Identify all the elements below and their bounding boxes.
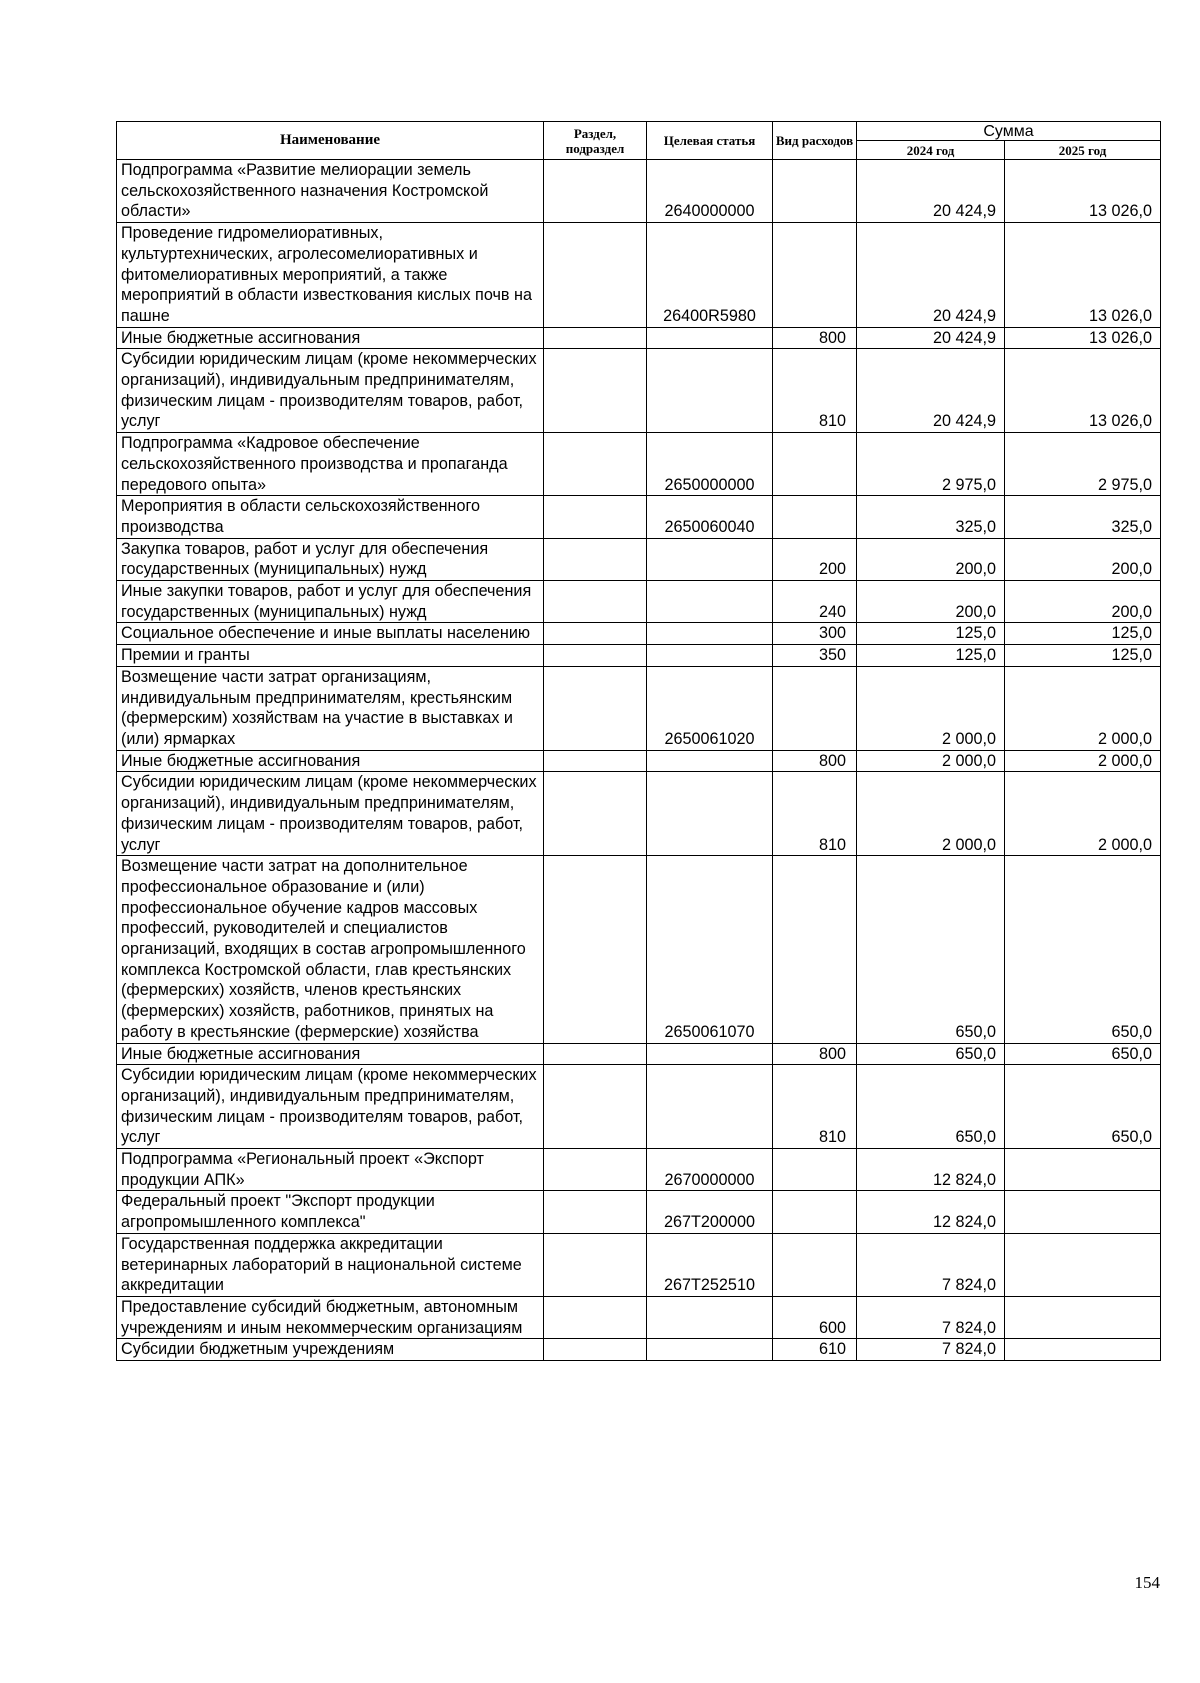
row-sum-2024: 7 824,0 <box>857 1233 1005 1296</box>
table-row <box>117 750 1161 772</box>
row-target <box>647 327 773 349</box>
row-sum-2025: 200,0 <box>1005 581 1161 623</box>
row-section <box>544 1191 647 1233</box>
row-name: Возмещение части затрат на дополнительное профессиональное образование и (или) профессиональное обучение кадров массовых профессий, руководителей и специалистов организаций, входящих в состав агропромышленного комплекса Костромской области, глав крестьянских (фермерских) хозяйств, членов крестьянских (фермерских) хозяйств, работников, принятых на работу в крестьянские (фермерские) хозяйства <box>117 856 544 1043</box>
header-year-2024: 2024 год <box>857 141 1005 160</box>
row-name: Субсидии бюджетным учреждениям <box>117 1339 544 1361</box>
row-section <box>544 581 647 623</box>
row-kind: 810 <box>773 1065 857 1149</box>
row-name: Иные бюджетные ассигнования <box>117 1043 544 1065</box>
row-section <box>544 160 647 223</box>
row-sum-2024: 7 824,0 <box>857 1296 1005 1338</box>
row-sum-2024: 2 975,0 <box>857 433 1005 496</box>
row-section <box>544 1065 647 1149</box>
row-kind <box>773 856 857 1043</box>
budget-table <box>116 121 1161 1361</box>
table-row <box>117 496 1161 538</box>
table-row <box>117 645 1161 667</box>
row-target <box>647 645 773 667</box>
row-section <box>544 645 647 667</box>
row-kind: 800 <box>773 750 857 772</box>
table-row <box>117 1043 1161 1065</box>
row-target <box>647 1339 773 1361</box>
table-row <box>117 1149 1161 1191</box>
row-name: Возмещение части затрат организациям, индивидуальным предпринимателям, крестьянским (фермерским) хозяйствам на участие в выставках и (или) ярмарках <box>117 666 544 750</box>
row-sum-2025: 650,0 <box>1005 856 1161 1043</box>
table-row <box>117 581 1161 623</box>
row-target: 267T252510 <box>647 1233 773 1296</box>
row-sum-2024: 650,0 <box>857 1065 1005 1149</box>
row-name: Закупка товаров, работ и услуг для обеспечения государственных (муниципальных) нужд <box>117 538 544 580</box>
page-number: 154 <box>1134 1573 1160 1592</box>
row-kind <box>773 496 857 538</box>
row-section <box>544 1149 647 1191</box>
row-section <box>544 496 647 538</box>
row-name: Предоставление субсидий бюджетным, автономным учреждениям и иным некоммерческим организациям <box>117 1296 544 1338</box>
row-name: Премии и гранты <box>117 645 544 667</box>
row-section <box>544 856 647 1043</box>
row-name: Субсидии юридическим лицам (кроме некоммерческих организаций), индивидуальным предпринимателям, физическим лицам - производителям товаров, работ, услуг <box>117 1065 544 1149</box>
row-kind: 800 <box>773 1043 857 1065</box>
table-row <box>117 1065 1161 1149</box>
row-target: 26400R5980 <box>647 223 773 328</box>
row-target <box>647 623 773 645</box>
row-target <box>647 750 773 772</box>
row-name: Иные бюджетные ассигнования <box>117 327 544 349</box>
row-kind: 810 <box>773 349 857 433</box>
header-section: Раздел, подраздел <box>544 122 647 160</box>
table-row <box>117 856 1161 1043</box>
row-name: Субсидии юридическим лицам (кроме некоммерческих организаций), индивидуальным предпринимателям, физическим лицам - производителям товаров, работ, услуг <box>117 772 544 856</box>
row-name: Федеральный проект "Экспорт продукции агропромышленного комплекса" <box>117 1191 544 1233</box>
row-sum-2025: 125,0 <box>1005 623 1161 645</box>
row-kind <box>773 433 857 496</box>
row-target <box>647 538 773 580</box>
row-kind <box>773 223 857 328</box>
row-kind: 350 <box>773 645 857 667</box>
table-row <box>117 327 1161 349</box>
row-sum-2025 <box>1005 1339 1161 1361</box>
row-sum-2024: 325,0 <box>857 496 1005 538</box>
row-section <box>544 349 647 433</box>
row-kind <box>773 1233 857 1296</box>
row-kind: 600 <box>773 1296 857 1338</box>
row-sum-2024: 12 824,0 <box>857 1191 1005 1233</box>
table-row <box>117 666 1161 750</box>
row-sum-2025: 325,0 <box>1005 496 1161 538</box>
row-sum-2024: 7 824,0 <box>857 1339 1005 1361</box>
row-section <box>544 623 647 645</box>
row-section <box>544 1233 647 1296</box>
row-target <box>647 349 773 433</box>
table-row <box>117 433 1161 496</box>
table-row <box>117 1191 1161 1233</box>
row-sum-2025: 13 026,0 <box>1005 223 1161 328</box>
row-section <box>544 1339 647 1361</box>
row-kind: 240 <box>773 581 857 623</box>
row-section <box>544 538 647 580</box>
table-row <box>117 538 1161 580</box>
row-sum-2025 <box>1005 1191 1161 1233</box>
row-sum-2025: 2 975,0 <box>1005 433 1161 496</box>
row-kind <box>773 666 857 750</box>
row-target <box>647 1296 773 1338</box>
row-section <box>544 433 647 496</box>
row-kind: 200 <box>773 538 857 580</box>
header-sum: Сумма <box>857 122 1161 141</box>
row-target: 2670000000 <box>647 1149 773 1191</box>
header-year-2025: 2025 год <box>1005 141 1161 160</box>
row-name: Иные закупки товаров, работ и услуг для обеспечения государственных (муниципальных) нужд <box>117 581 544 623</box>
row-sum-2025 <box>1005 1233 1161 1296</box>
row-name: Подпрограмма «Развитие мелиорации земель сельскохозяйственного назначения Костромской области» <box>117 160 544 223</box>
row-target: 2650061070 <box>647 856 773 1043</box>
row-sum-2025: 2 000,0 <box>1005 772 1161 856</box>
table-row <box>117 1339 1161 1361</box>
row-sum-2024: 20 424,9 <box>857 327 1005 349</box>
row-target: 2650061020 <box>647 666 773 750</box>
row-sum-2024: 20 424,9 <box>857 160 1005 223</box>
row-section <box>544 750 647 772</box>
row-target: 2650000000 <box>647 433 773 496</box>
row-name: Государственная поддержка аккредитации ветеринарных лабораторий в национальной системе аккредитации <box>117 1233 544 1296</box>
row-sum-2025: 13 026,0 <box>1005 349 1161 433</box>
row-name: Иные бюджетные ассигнования <box>117 750 544 772</box>
row-kind: 800 <box>773 327 857 349</box>
table-row <box>117 623 1161 645</box>
row-sum-2025: 650,0 <box>1005 1065 1161 1149</box>
row-sum-2025 <box>1005 1149 1161 1191</box>
row-kind <box>773 160 857 223</box>
row-sum-2024: 650,0 <box>857 856 1005 1043</box>
table-body <box>117 160 1161 1361</box>
row-section <box>544 327 647 349</box>
row-sum-2024: 12 824,0 <box>857 1149 1005 1191</box>
row-name: Подпрограмма «Региональный проект «Экспорт продукции АПК» <box>117 1149 544 1191</box>
row-section <box>544 223 647 328</box>
row-section <box>544 1296 647 1338</box>
row-sum-2025: 2 000,0 <box>1005 666 1161 750</box>
row-kind: 300 <box>773 623 857 645</box>
row-target <box>647 1043 773 1065</box>
row-name: Субсидии юридическим лицам (кроме некоммерческих организаций), индивидуальным предпринимателям, физическим лицам - производителям товаров, работ, услуг <box>117 349 544 433</box>
table-row <box>117 1233 1161 1296</box>
row-sum-2024: 2 000,0 <box>857 750 1005 772</box>
row-section <box>544 666 647 750</box>
row-kind: 610 <box>773 1339 857 1361</box>
row-target: 267T200000 <box>647 1191 773 1233</box>
row-sum-2024: 200,0 <box>857 581 1005 623</box>
row-target <box>647 772 773 856</box>
row-target: 2640000000 <box>647 160 773 223</box>
row-kind: 810 <box>773 772 857 856</box>
row-sum-2025: 13 026,0 <box>1005 160 1161 223</box>
table-row <box>117 160 1161 223</box>
row-sum-2024: 200,0 <box>857 538 1005 580</box>
row-name: Социальное обеспечение и иные выплаты населению <box>117 623 544 645</box>
row-name: Подпрограмма «Кадровое обеспечение сельскохозяйственного производства и пропаганда передового опыта» <box>117 433 544 496</box>
header-target: Целевая статья <box>647 122 773 160</box>
row-name: Проведение гидромелиоративных, культуртехнических, агролесомелиоративных и фитомелиоративных мероприятий, а также мероприятий в области известкования кислых почв на пашне <box>117 223 544 328</box>
row-target <box>647 1065 773 1149</box>
row-sum-2025: 200,0 <box>1005 538 1161 580</box>
row-sum-2024: 20 424,9 <box>857 349 1005 433</box>
header-kind: Вид расходов <box>773 122 857 160</box>
row-sum-2025: 650,0 <box>1005 1043 1161 1065</box>
row-sum-2025: 13 026,0 <box>1005 327 1161 349</box>
row-sum-2025 <box>1005 1296 1161 1338</box>
row-name: Мероприятия в области сельскохозяйственного производства <box>117 496 544 538</box>
row-sum-2025: 2 000,0 <box>1005 750 1161 772</box>
row-sum-2024: 650,0 <box>857 1043 1005 1065</box>
table-row <box>117 223 1161 328</box>
row-kind <box>773 1149 857 1191</box>
row-sum-2024: 2 000,0 <box>857 772 1005 856</box>
row-section <box>544 1043 647 1065</box>
row-sum-2024: 125,0 <box>857 623 1005 645</box>
row-section <box>544 772 647 856</box>
row-target: 2650060040 <box>647 496 773 538</box>
row-target <box>647 581 773 623</box>
row-sum-2024: 125,0 <box>857 645 1005 667</box>
table-row <box>117 772 1161 856</box>
row-kind <box>773 1191 857 1233</box>
row-sum-2024: 2 000,0 <box>857 666 1005 750</box>
row-sum-2024: 20 424,9 <box>857 223 1005 328</box>
header-name: Наименование <box>117 122 544 160</box>
table-row <box>117 349 1161 433</box>
row-sum-2025: 125,0 <box>1005 645 1161 667</box>
table-row <box>117 1296 1161 1338</box>
